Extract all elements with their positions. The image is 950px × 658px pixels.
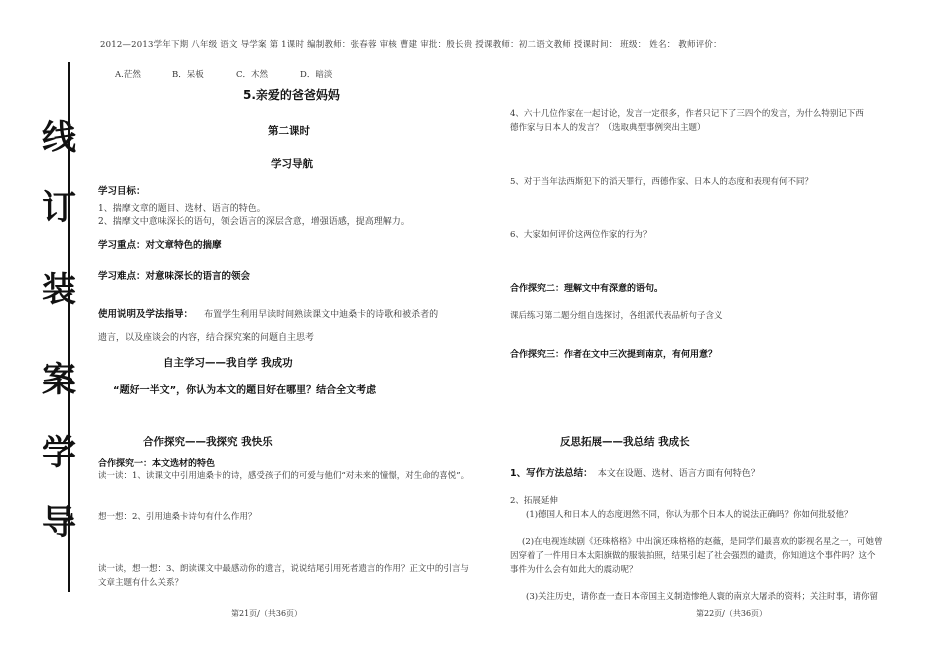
usage-text-2: 遗言，以及座谈会的内容，结合探究案的问题自主思考 [98,333,315,343]
binding-char: 订 [42,188,76,228]
right-page-footer: 第22页/（共36页） [696,609,768,618]
key-point: 学习重点：对文章特色的揣摩 [98,240,222,251]
extend-label: 2、拓展延伸 [510,496,558,506]
lesson-period: 第二课时 [268,125,310,137]
extend-2-line2: 因穿着了一件用日本太阳旗做的服装拍照，结果引起了社会强烈的谴责，你知道这个事件吗？这个 [510,551,876,561]
lesson-title: 5.亲爱的爸爸妈妈 [243,88,340,102]
option-d: D．暗淡 [300,70,333,80]
extend-3: (3)关注历史，请你查一查日本帝国主义制造惨绝人寰的南京大屠杀的资料；关注时事，请你留 [526,592,879,602]
coop-2-label: 合作探究二：理解文中有深意的语句。 [510,284,664,294]
question-4-line2: 德作家与日本人的发言？（选取典型事例突出主题） [510,123,706,133]
option-a: A.茫然 [115,70,141,80]
question-4-line1: 4、六十几位作家在一起讨论，发言一定很多，作者只记下了三四个的发言，为什么特别记下西 [510,109,864,119]
page-header: 2012—2013学年下期 八年级 语文 导学案 第 1课时 编制教师：张春蓉 审核 曹建 审批：殷长贵 授课教师：初二语文教师 授课时间： 班级： 姓名： 教师评价： [100,40,722,50]
usage-label: 使用说明及学法指导： [98,309,194,320]
goals-label: 学习目标： [98,186,146,197]
binding-char: 导 [42,503,76,543]
binding-char: 线 [42,118,76,158]
extend-1: (1)德国人和日本人的态度迥然不同，你认为那个日本人的说法正确吗？你如何批驳他？ [526,510,853,520]
usage-line-1 [98,302,438,321]
binding-char: 装 [42,270,76,310]
left-page-footer: 第21页/（共36页） [231,609,303,618]
coop-1-read: 读一读：1、读课文中引用迪桑卡的诗，感受孩子们的可爱与他们“对未来的憧憬，对生命的喜悦”。 [98,471,470,481]
coop-1-think: 想一想：2、引用迪桑卡诗句有什么作用？ [98,512,257,522]
coop-1-label: 合作探究一：本文选材的特色 [98,459,216,469]
writing-text: 本文在设题、选材、语言方面有何特色？ [597,469,760,479]
reflect-title: 反思拓展——我总结 我成长 [560,436,690,448]
self-study-question: “题好一半文”，你认为本文的题目好在哪里？结合全文考虑 [113,385,377,396]
goal-1: 1、揣摩文章的题目、选材、语言的特色。 [98,204,266,214]
coop-1-q3-line1: 读一读，想一想：3、朗读课文中最感动你的遗言，说说结尾引用死者遗言的作用？正文中的引言与 [98,564,469,574]
writing-label: 1、写作方法总结： [510,468,593,479]
binding-char: 学 [42,433,76,473]
coop-3-label: 合作探究三：作者在文中三次提到南京，有何用意？ [510,350,718,360]
coop-2-text: 课后练习第二题分组自选探讨，各组派代表品析句子含义 [510,311,723,321]
coop-title: 合作探究——我探究 我快乐 [143,436,273,448]
extend-2-line3: 事件为什么会有如此大的震动呢？ [510,565,638,575]
difficult-point: 学习难点：对意味深长的语言的领会 [98,271,251,282]
binding-char: 案 [42,360,76,400]
question-5: 5、对于当年法西斯犯下的滔天罪行，西德作家、日本人的态度和表现有何不同？ [510,177,813,187]
nav-title: 学习导航 [271,158,313,170]
coop-1-q3-line2: 文章主题有什么关系？ [98,578,184,588]
goal-2: 2、揣摩文中意味深长的语句，领会语言的深层含意，增强语感，提高理解力。 [98,217,410,227]
question-6: 6、大家如何评价这两位作家的行为？ [510,230,652,240]
option-b: B．呆板 [172,70,204,80]
usage-text-1: 布置学生利用早读时间熟读课文中迪桑卡的诗歌和被杀者的 [204,310,439,320]
self-study-title: 自主学习——我自学 我成功 [163,357,293,369]
extend-2-line1: (2)在电视连续剧《还珠格格》中出演还珠格格的赵薇，是同学们最喜欢的影视名星之一，可她曾 [522,537,883,547]
writing-line [510,461,760,480]
option-c: C．木然 [236,70,269,80]
